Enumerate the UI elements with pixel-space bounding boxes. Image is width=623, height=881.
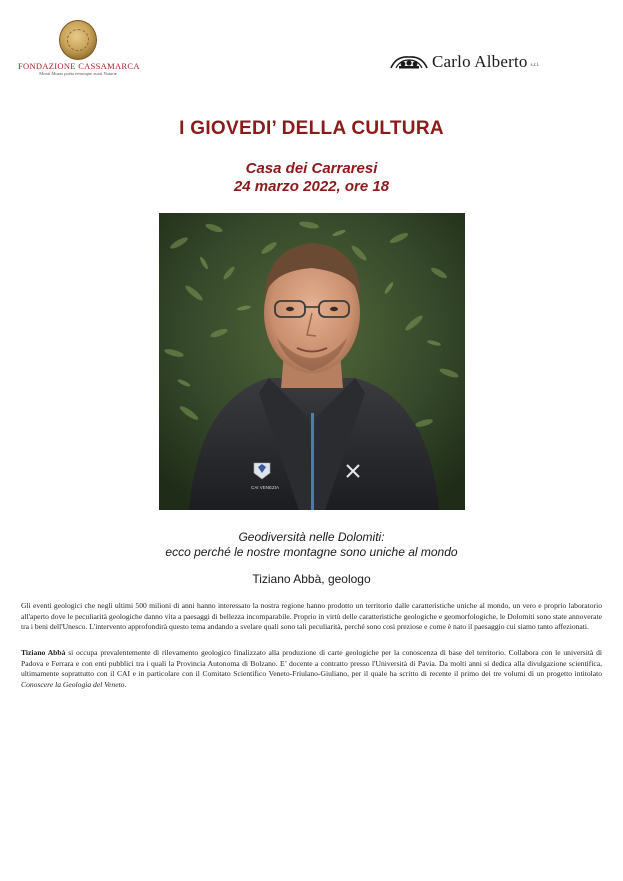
lecture-title-line1: Geodiversità nelle Dolomiti:	[238, 530, 385, 544]
jacket-badge-text: CAI VENEZIA	[251, 485, 280, 490]
carlo-alberto-emblem-icon	[390, 54, 428, 70]
speaker-bio-end: .	[124, 679, 127, 689]
speaker-photo	[159, 213, 465, 510]
lecture-title	[0, 530, 623, 560]
event-date: 24 marzo 2022, ore 18	[233, 178, 390, 195]
carlo-alberto-name: Carlo Alberto	[432, 52, 528, 71]
carlo-alberto-suffix: s.r.l.	[530, 62, 540, 68]
speaker-bio-text: si occupa prevalentemente di rilevamento geologico finalizzato alla produzione di carte geologiche per la conoscenza di base del territorio. Collabora con le università di Padova e Ferrara e con enti pubblici tra i quali la Provincia Autonoma di Bolzano. E’ docente a contratto presso l'Università di Pavia. Da molti anni si dedica alla divulgazione scientifica, ultimamente soprattutto con il CAI e in particolare con il Comitato Scientifico Veneto-Friulano-Giuliano, per il quale ha scritto di recente il primo dei tre volumi di un progetto intitolato	[21, 648, 602, 679]
speaker-name: Tiziano Abbà, geologo	[252, 572, 371, 586]
speaker-bio-book-title: Conoscere la Geologia del Veneto	[21, 679, 125, 689]
speaker-bio	[21, 648, 602, 690]
event-venue: Casa dei Carraresi	[245, 160, 378, 177]
event-series-title: I GIOVEDI’ DELLA CULTURA	[179, 118, 444, 139]
fondazione-name: FONDAZIONE CASSAMARCA	[18, 61, 140, 71]
event-description: Gli eventi geologici che negli ultimi 500 milioni di anni hanno interessato la nostra regione hanno prodotto un territorio dalle caratteristiche uniche al mondo, un vero e proprio laboratorio all'aperto dove le peculiarità geologiche danno vita a paesaggi di bellezza incomparabile. Proprio in virtù delle caratteristiche geologiche e geomorfologiche, le Dolomiti sono state annoverate tra i beni dell'Unesco. L'intervento approfondirà questo tema andando a svelare quali sono tali peculiarità, perché sono così preziose e come è nato il paesaggio cui siamo tanto affezionati.	[21, 601, 602, 632]
fondazione-motto: Monti Musas poëta rerumque auxit Naturæ	[39, 71, 117, 76]
cassamarca-seal-icon	[59, 20, 97, 60]
speaker-bio-name: Tiziano Abbà	[21, 648, 66, 657]
lecture-title-line2: ecco perché le nostre montagne sono uniche al mondo	[165, 545, 458, 559]
carlo-alberto-logo	[390, 52, 539, 72]
fondazione-cassamarca-logo	[18, 20, 138, 77]
